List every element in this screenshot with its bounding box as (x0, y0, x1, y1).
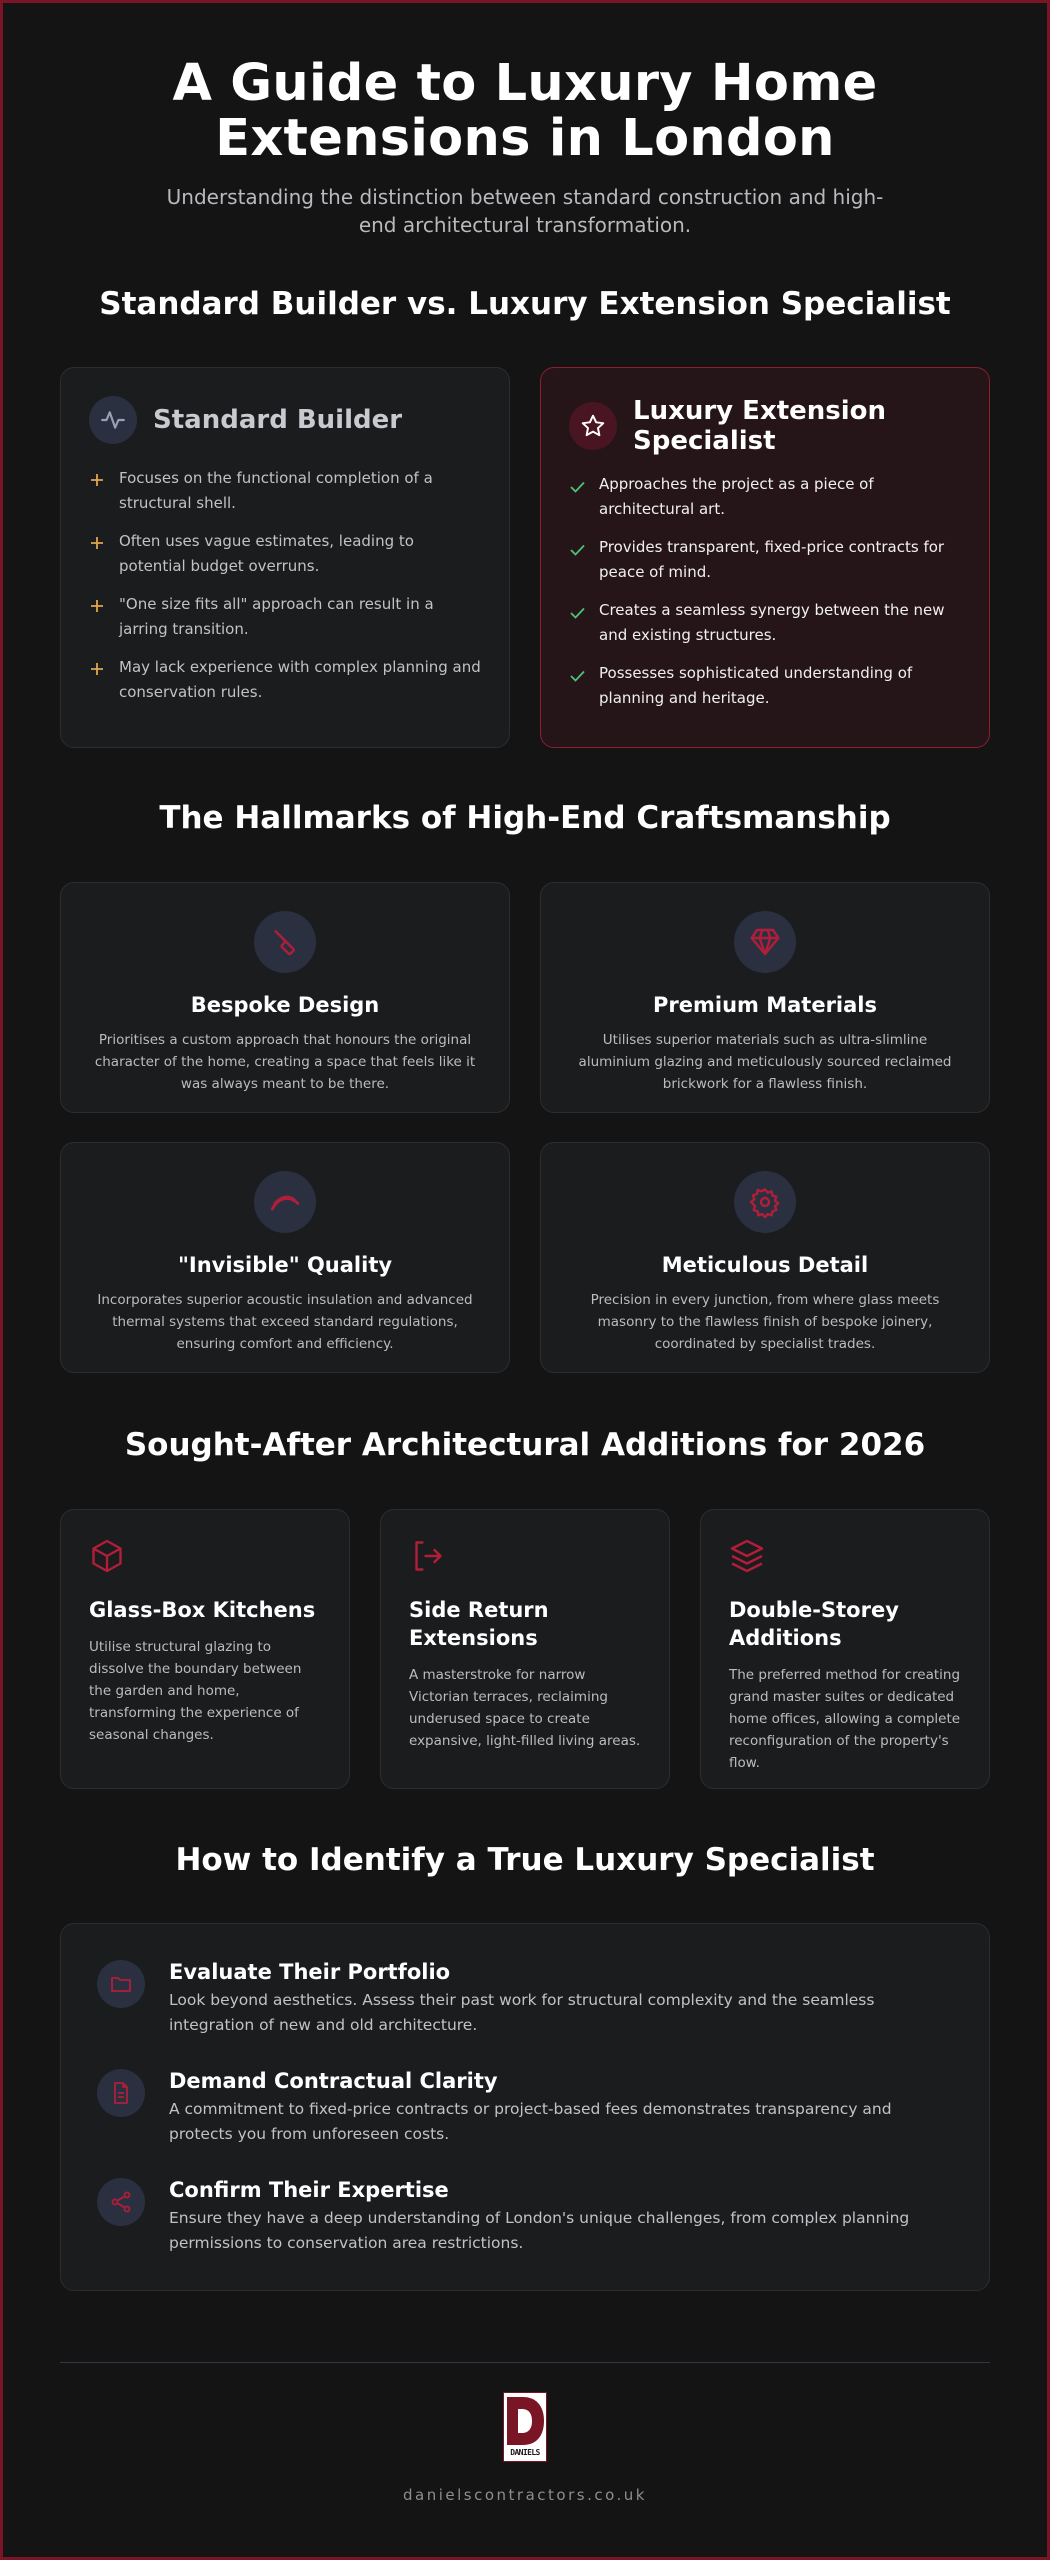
hallmark-text: Prioritises a custom approach that honours the original character of the home, creating a space that feels like it was always meant to be there. (94, 1032, 476, 1092)
footer-divider (60, 2362, 990, 2363)
hallmark-text: Incorporates superior acoustic insulation and advanced thermal systems that exceed standard regulations, ensuring comfort and efficiency. (97, 1292, 473, 1352)
hallmark-card-bespoke-design (60, 882, 510, 1113)
hallmark-card-meticulous-detail (540, 1142, 990, 1373)
list-item: May lack experience with complex planning and conservation rules. (89, 655, 481, 705)
identify-step-text: Ensure they have a deep understanding of London's unique challenges, from complex planning permissions to conservation area restrictions. (169, 2209, 910, 2252)
list-item: Creates a seamless synergy between the new and existing structures. (569, 598, 961, 648)
page-title: A Guide to Luxury Home Extensions in London (172, 54, 878, 168)
share-icon (97, 2178, 145, 2226)
plus-icon (89, 471, 119, 496)
identify-title: How to Identify a True Luxury Specialist (175, 1842, 875, 1878)
star-icon (569, 402, 617, 450)
list-item: Often uses vague estimates, leading to potential budget overruns. (89, 529, 481, 579)
luxury-specialist-list (569, 472, 961, 711)
identify-step-title: Confirm Their Expertise (169, 2178, 449, 2202)
addition-card-side-return-extensions (380, 1509, 670, 1789)
identify-step (97, 1958, 949, 2038)
addition-title: Side Return Extensions (409, 1598, 549, 1650)
addition-title: Glass-Box Kitchens (89, 1598, 316, 1622)
standard-builder-list (89, 466, 481, 705)
check-icon (569, 666, 599, 691)
gem-icon (734, 911, 796, 973)
page-subtitle: Understanding the distinction between standard construction and high-end architectural transformation. (166, 185, 884, 237)
addition-text: The preferred method for creating grand master suites or dedicated home offices, allowing a complete reconfiguration of the property's flow. (729, 1667, 961, 1771)
identify-step-title: Demand Contractual Clarity (169, 2069, 498, 2093)
feather-icon (254, 1171, 316, 1233)
hallmarks-title: The Hallmarks of High-End Craftsmanship (159, 800, 891, 836)
hallmark-title: Bespoke Design (190, 993, 380, 1017)
addition-text: Utilise structural glazing to dissolve the boundary between the garden and home, transforming the experience of seasonal changes. (89, 1639, 302, 1743)
hallmark-title: Meticulous Detail (661, 1253, 869, 1277)
hallmark-title: "Invisible" Quality (177, 1253, 393, 1277)
list-item: "One size fits all" approach can result in a jarring transition. (89, 592, 481, 642)
plus-icon (89, 660, 119, 685)
hallmark-text: Utilises superior materials such as ultra-slimline aluminium glazing and meticulously sourced reclaimed brickwork for a flawless finish. (578, 1032, 952, 1092)
hero (0, 56, 1050, 239)
addition-card-glass-box-kitchens (60, 1509, 350, 1789)
identify-card (60, 1923, 990, 2291)
identify-step (97, 2067, 949, 2147)
folder-icon (97, 1960, 145, 2008)
daniels-logo[interactable] (503, 2392, 547, 2462)
list-item: Possesses sophisticated understanding of planning and heritage. (569, 661, 961, 711)
luxury-specialist-card (540, 367, 990, 748)
plus-icon (89, 597, 119, 622)
standard-builder-heading: Standard Builder (153, 405, 403, 435)
exit-arrow-icon (409, 1538, 641, 1578)
logo-text: DANIELS (510, 2448, 540, 2457)
hammer-icon (254, 911, 316, 973)
website-link[interactable]: danielscontractors.co.uk (403, 2486, 647, 2504)
layers-icon (729, 1538, 961, 1578)
hallmark-text: Precision in every junction, from where glass meets masonry to the flawless finish of bespoke joinery, coordinated by specialist trades. (590, 1292, 940, 1352)
check-icon (569, 540, 599, 565)
additions-title: Sought-After Architectural Additions for 2026 (124, 1427, 926, 1463)
cube-icon (89, 1538, 321, 1578)
hallmark-card-invisible-quality (60, 1142, 510, 1373)
document-icon (97, 2069, 145, 2117)
check-icon (569, 603, 599, 628)
identify-step (97, 2176, 949, 2256)
plus-icon (89, 534, 119, 559)
list-item: Focuses on the functional completion of a structural shell. (89, 466, 481, 516)
gear-icon (734, 1171, 796, 1233)
comparison-title: Standard Builder vs. Luxury Extension Specialist (99, 286, 951, 322)
check-icon (569, 477, 599, 502)
identify-step-title: Evaluate Their Portfolio (169, 1960, 451, 1984)
addition-card-double-storey-additions (700, 1509, 990, 1789)
hallmark-title: Premium Materials (653, 993, 877, 1017)
list-item: Approaches the project as a piece of architectural art. (569, 472, 961, 522)
luxury-specialist-heading: Luxury Extension Specialist (633, 396, 887, 456)
activity-icon (89, 396, 137, 444)
standard-builder-card (60, 367, 510, 748)
identify-step-text: A commitment to fixed-price contracts or project-based fees demonstrates transparency and protects you from unforeseen costs. (169, 2100, 892, 2143)
addition-title: Double-Storey Additions (729, 1598, 899, 1650)
addition-text: A masterstroke for narrow Victorian terraces, reclaiming underused space to create expansive, light-filled living areas. (409, 1667, 641, 1749)
hallmark-card-premium-materials (540, 882, 990, 1113)
list-item: Provides transparent, fixed-price contracts for peace of mind. (569, 535, 961, 585)
identify-step-text: Look beyond aesthetics. Assess their past work for structural complexity and the seamless integration of new and old architecture. (169, 1991, 875, 2034)
